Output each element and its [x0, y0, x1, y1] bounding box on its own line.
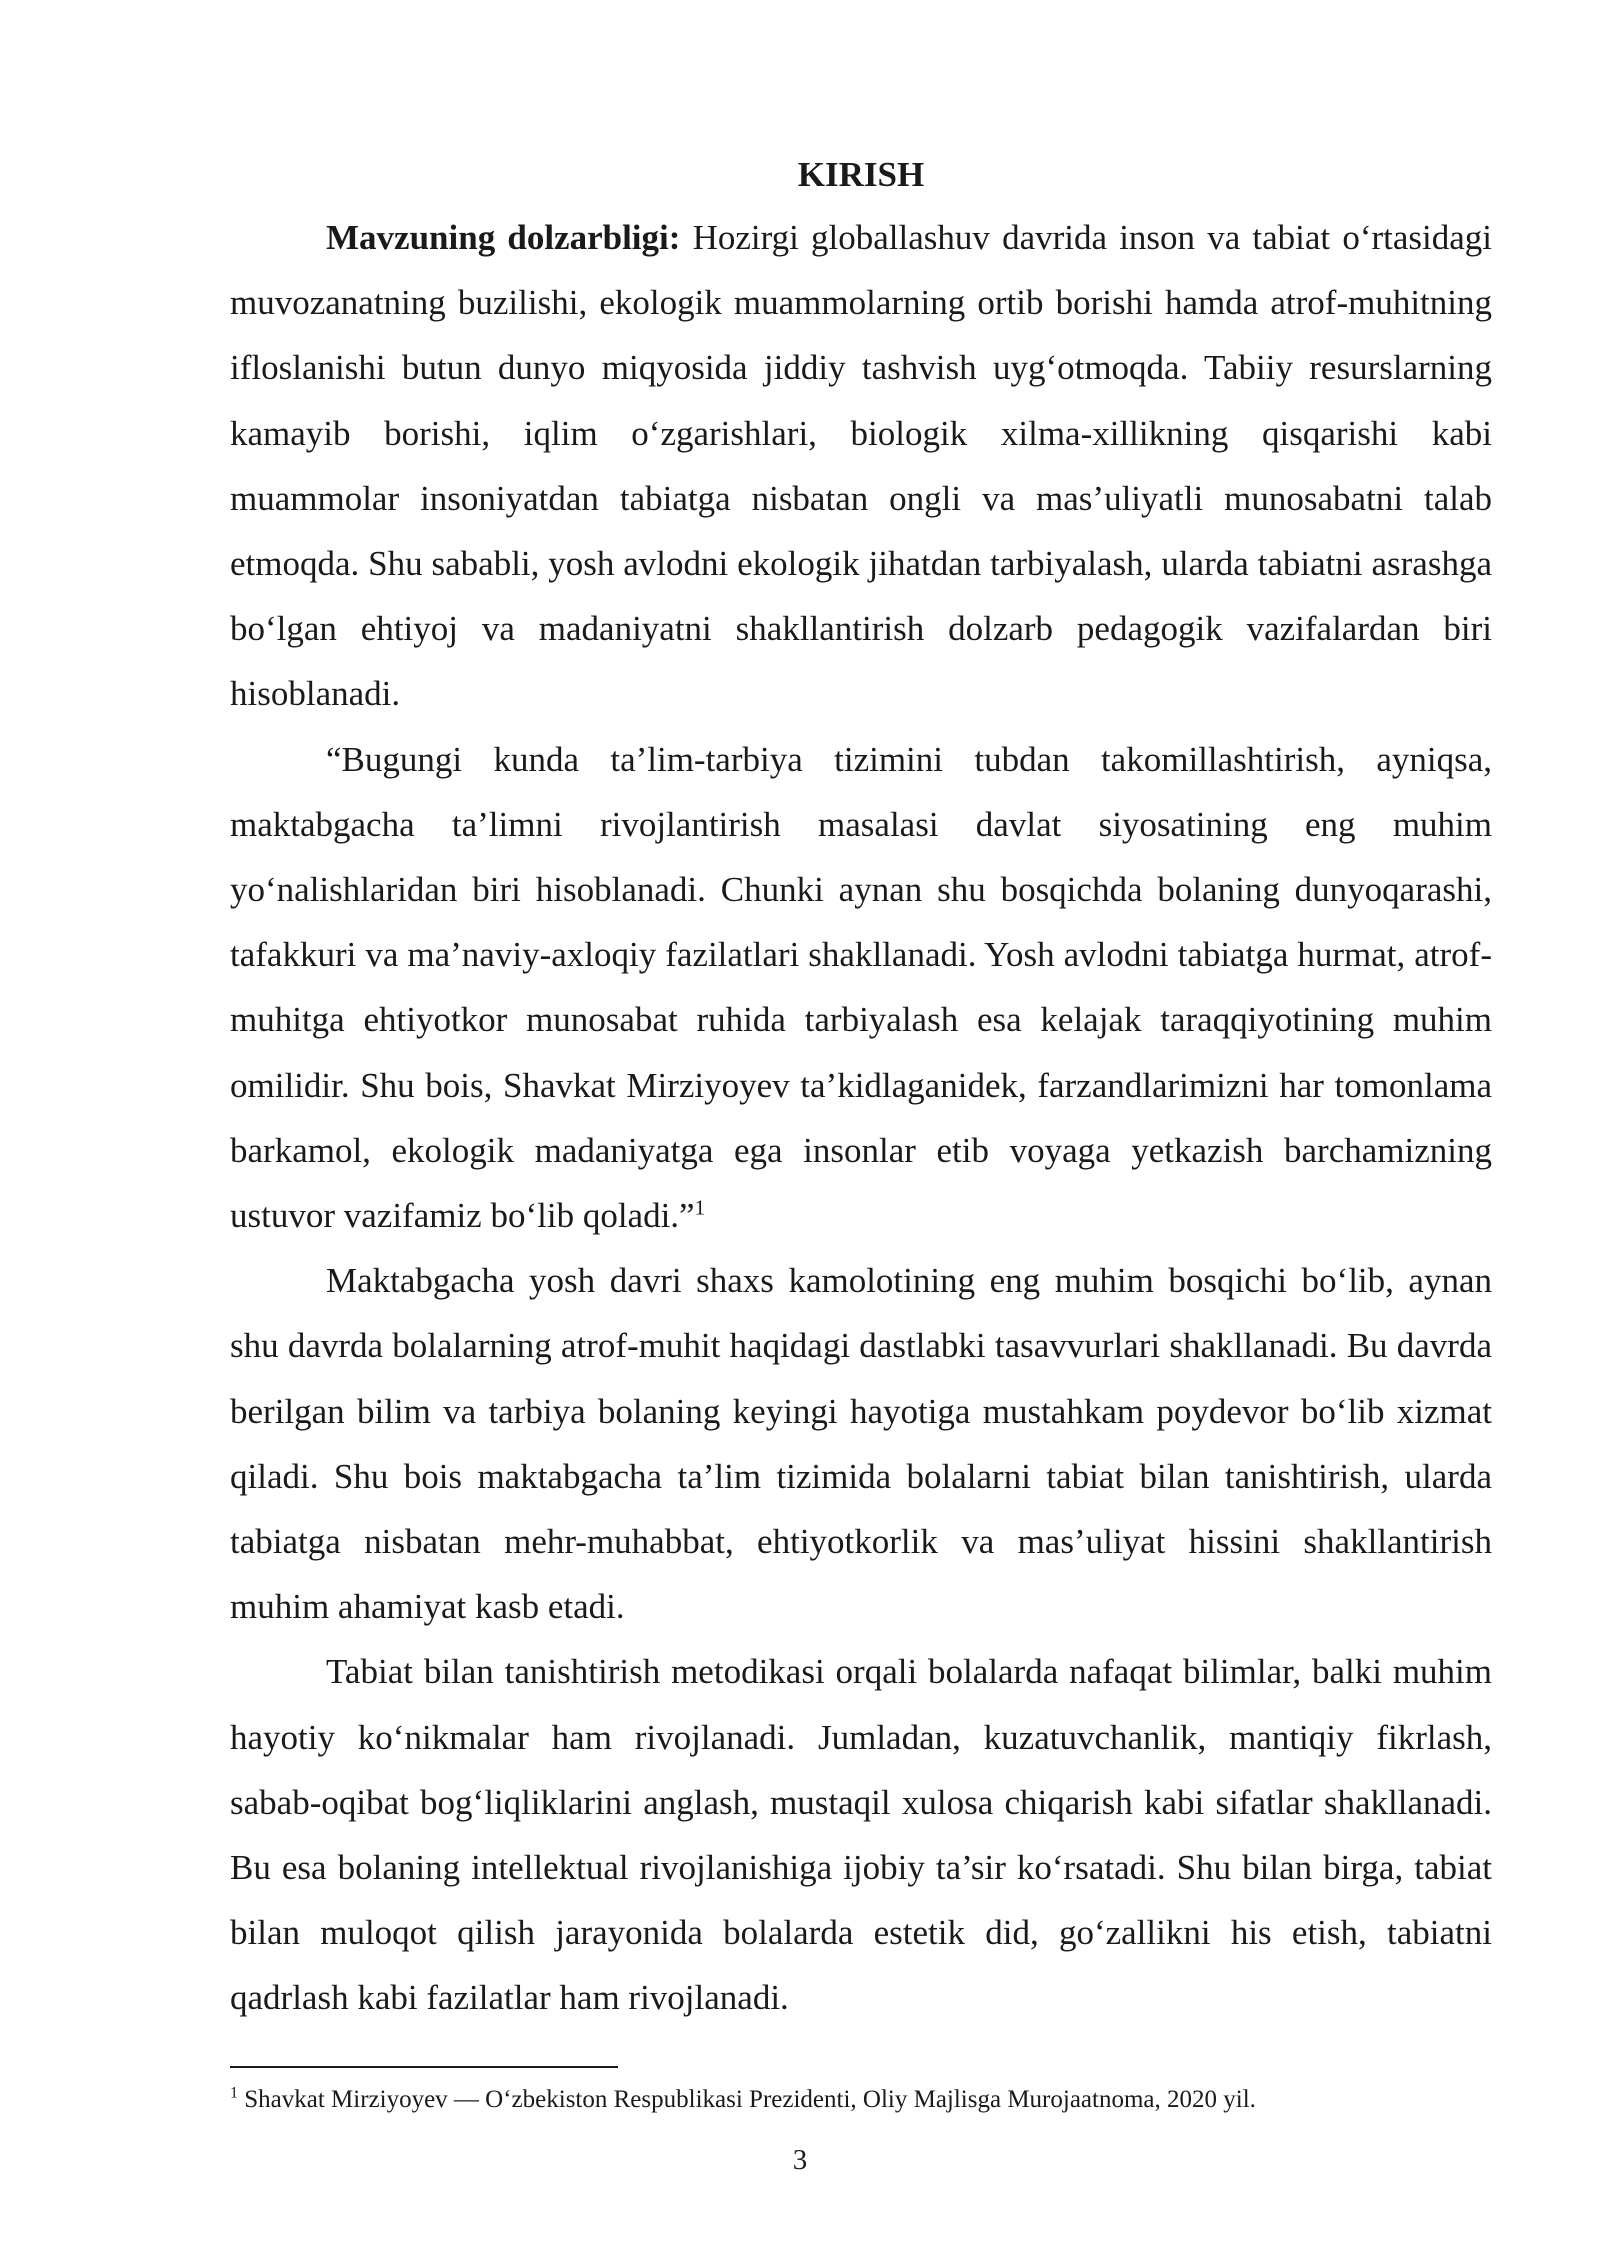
- footnote-separator: [230, 2066, 618, 2068]
- paragraph-preschool-age: Maktabgacha yosh davri shaxs kamolotining eng muhim bosqichi bo‘lib, aynan shu davrda bolalarning atrof-muhit haqidagi dastlabki tasavvurlari shakllanadi. Bu davrda berilgan bilim va tarbiya bolaning keyingi hayotiga mustahkam poydevor bo‘lib xizmat qiladi. Shu bois maktabgacha ta’lim tizimida bolalarni tabiat bilan tanishtirish, ularda tabiatga nisbatan mehr-muhabbat, ehtiyotkorlik va mas’uliyat hissini shakllantirish muhim ahamiyat kasb etadi.: [230, 1261, 1492, 1627]
- quote-text: “Bugungi kunda ta’lim-tarbiya tizimini tubdan takomillashtirish, ayniqsa, maktabgacha ta’limni rivojlantirish masalasi davlat siyosatining eng muhim yo‘nalishlaridan biri hisoblanadi. Chunki aynan shu bosqichda bolaning dunyoqarashi, tafakkuri va ma’naviy-axloqiy fazilatlari shakllanadi. Yosh avlodni tabiatga hurmat, atrof-muhitga ehtiyotkor munosabat ruhida tarbiyalash esa kelajak taraqqiyotining muhim omilidir. Shu bois, Shavkat Mirziyoyev ta’kidlaganidek, farzandlarimizni har tomonlama barkamol, ekologik madaniyatga ega insonlar etib voyaga yetkazish barchamizning ustuvor vazifamiz bo‘lib qoladi.”: [230, 739, 1492, 1236]
- page-body: [230, 145, 1492, 2031]
- relevance-label: Mavzuning dolzarbligi:: [326, 218, 681, 257]
- paragraph-relevance: [230, 205, 1492, 727]
- paragraph-quote: [230, 727, 1492, 1249]
- paragraph-nature-methodology: Tabiat bilan tanishtirish metodikasi orqali bolalarda nafaqat bilimlar, balki muhim hayotiy ko‘nikmalar ham rivojlanadi. Jumladan, kuzatuvchanlik, mantiqiy fikrlash, sabab-oqibat bog‘liqliklarini anglash, mustaqil xulosa chiqarish kabi sifatlar shakllanadi. Bu esa bolaning intellektual rivojlanishiga ijobiy ta’sir ko‘rsatadi. Shu bilan birga, tabiat bilan muloqot qilish jarayonida bolalarda estetik did, go‘zallikni his etish, tabiatni qadrlash kabi fazilatlar ham rivojlanadi.: [230, 1652, 1492, 2018]
- relevance-text: Hozirgi globallashuv davrida inson va tabiat o‘rtasidagi muvozanatning buzilishi, ekologik muammolarning ortib borishi hamda atrof-muhitning ifloslanishi butun dunyo miqyosida jiddiy tashvish uyg‘otmoqda. Tabiiy resurslarning kamayib borishi, iqlim o‘zgarishlari, biologik xilma-xillikning qisqarishi kabi muammolar insoniyatdan tabiatga nisbatan ongli va mas’uliyatli munosabatni talab etmoqda. Shu sababli, yosh avlodni ekologik jihatdan tarbiyalash, ularda tabiatni asrashga bo‘lgan ehtiyoj va madaniyatni shakllantirish dolzarb pedagogik vazifalardan biri hisoblanadi.: [230, 218, 1492, 714]
- footnote-number: 1: [230, 2084, 238, 2102]
- footnote-text: Shavkat Mirziyoyev — O‘zbekiston Respublikasi Prezidenti, Oliy Majlisga Murojaatnoma, 2020 yil.: [238, 2086, 1256, 2113]
- footnote-reference[interactable]: 1: [694, 1195, 706, 1220]
- page-number: 3: [792, 2144, 808, 2176]
- section-heading: KIRISH: [797, 155, 925, 194]
- footnote: [230, 2080, 1492, 2120]
